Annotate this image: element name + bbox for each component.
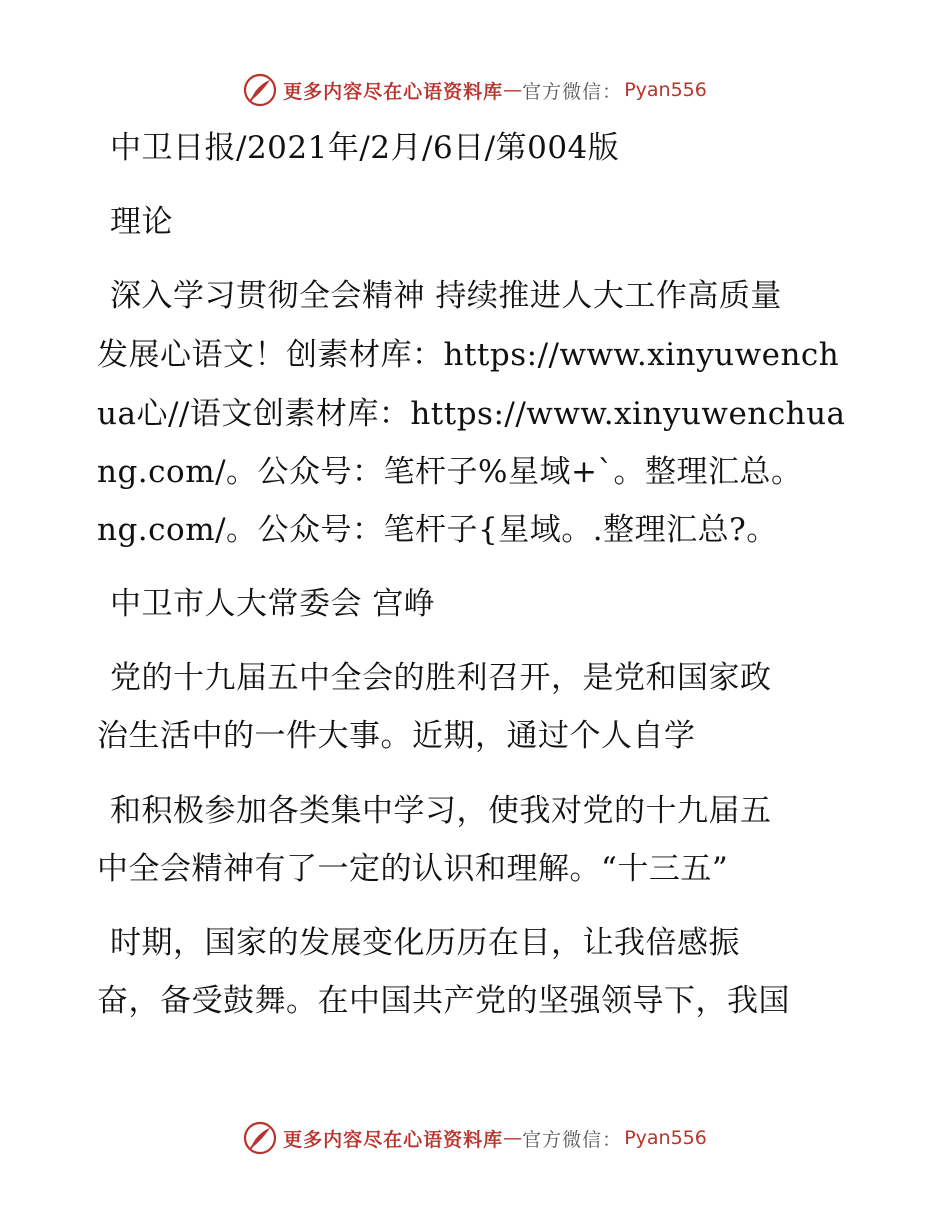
doc-text-line: 奋，备受鼓舞。在中国共产党的坚强领导下，我国 bbox=[97, 983, 790, 1019]
doc-text-line: 和积极参加各类集中学习，使我对党的十九届五 bbox=[110, 793, 772, 829]
banner-wechat-id: Pyan556 bbox=[624, 79, 707, 101]
banner-wechat-label: 官方微信： bbox=[522, 80, 623, 103]
doc-text-line: ng.com/。公众号：笔杆子{星域。.整理汇总?。 bbox=[97, 512, 778, 548]
footer-watermark-banner bbox=[0, 1118, 950, 1158]
banner-wechat-label: 官方微信： bbox=[522, 1128, 623, 1151]
doc-text-line: 发展心语文！创素材库：https://www.xinyuwench bbox=[97, 337, 840, 373]
banner-wechat-id: Pyan556 bbox=[624, 1127, 707, 1149]
header-watermark-banner bbox=[0, 70, 950, 110]
banner-main-text: 更多内容尽在心语资料库 bbox=[283, 1128, 504, 1151]
doc-section-label: 理论 bbox=[110, 204, 173, 240]
doc-text-line: ua心//语文创素材库：https://www.xinyuwenchua bbox=[97, 396, 846, 432]
quill-logo-icon bbox=[243, 1121, 277, 1155]
doc-text-line: 治生活中的一件大事。近期，通过个人自学 bbox=[97, 718, 696, 754]
doc-text-line: 党的十九届五中全会的胜利召开，是党和国家政 bbox=[110, 660, 772, 696]
doc-text-line: 中全会精神有了一定的认识和理解。“十三五” bbox=[97, 851, 729, 887]
banner-dash: — bbox=[503, 1127, 523, 1149]
doc-source-line: 中卫日报/2021年/2月/6日/第004版 bbox=[110, 130, 620, 166]
doc-text-line: 时期，国家的发展变化历历在目，让我倍感振 bbox=[110, 925, 740, 961]
banner-dash: — bbox=[503, 79, 523, 101]
doc-title-line: 深入学习贯彻全会精神 持续推进人大工作高质量 bbox=[110, 278, 782, 314]
banner-main-text: 更多内容尽在心语资料库 bbox=[283, 80, 504, 103]
quill-logo-icon bbox=[243, 73, 277, 107]
doc-author-line: 中卫市人大常委会 宫峥 bbox=[110, 586, 436, 622]
doc-text-line: ng.com/。公众号：笔杆子%星域+`。整理汇总。 bbox=[97, 454, 803, 490]
